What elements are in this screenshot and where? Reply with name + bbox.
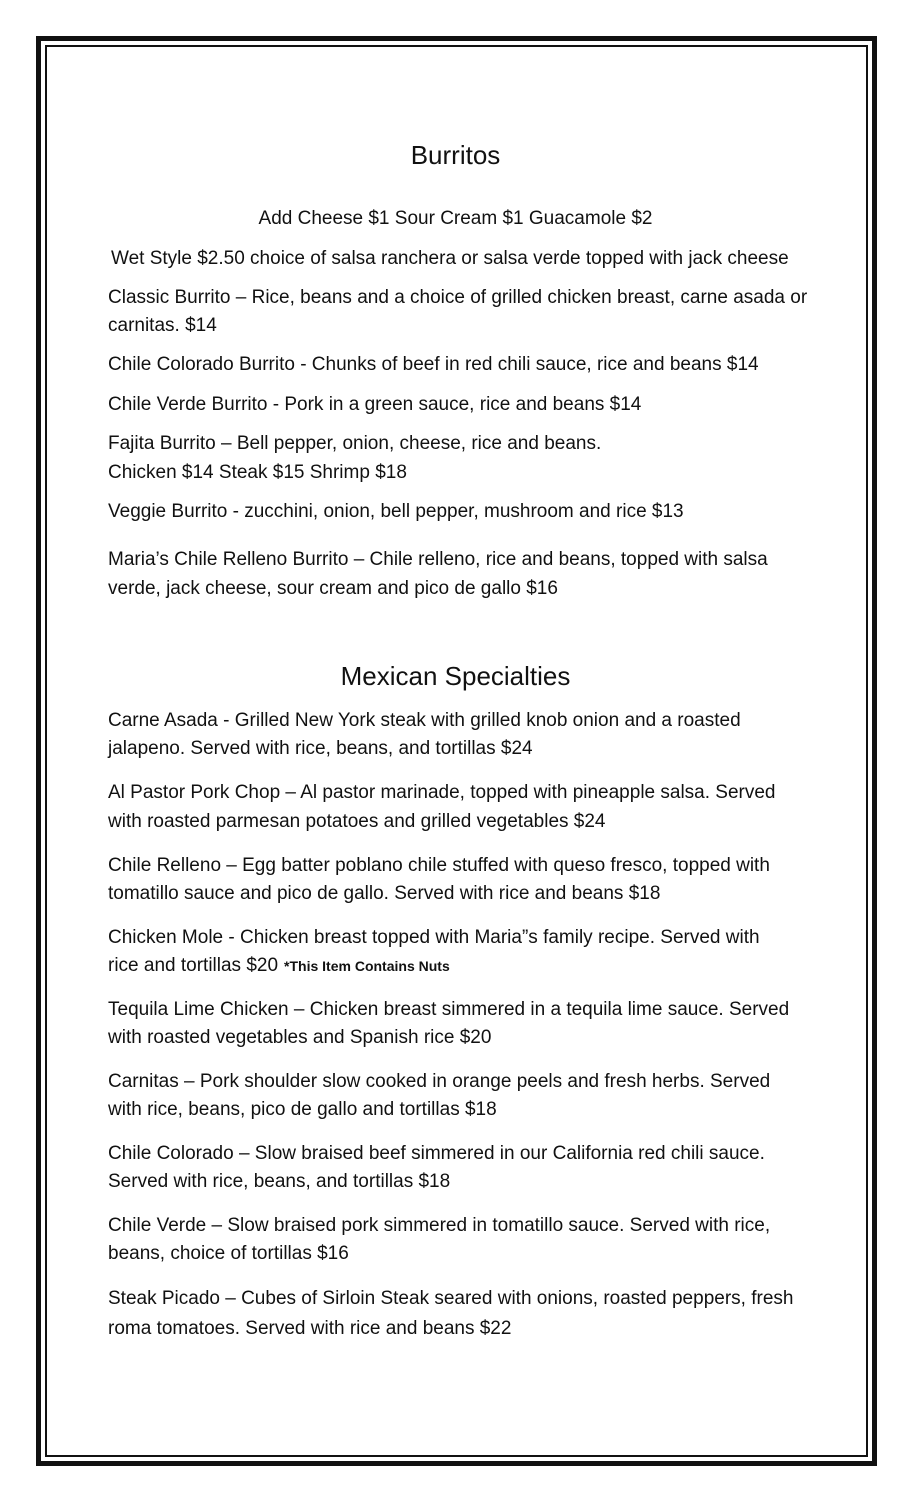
- menu-item-line: beans, choice of tortillas $16: [108, 1243, 349, 1264]
- menu-item-line: Fajita Burrito – Bell pepper, onion, cheese, rice and beans.: [108, 433, 602, 454]
- burritos-addons: Add Cheese $1 Sour Cream $1 Guacamole $2: [258, 208, 653, 229]
- menu-item-line: Chile Colorado Burrito - Chunks of beef in red chili sauce, rice and beans $14: [108, 354, 759, 375]
- burritos-wet-style: Wet Style $2.50 choice of salsa ranchera or salsa verde topped with jack cheese: [111, 248, 789, 269]
- menu-item-line: roma tomatoes. Served with rice and beans $22: [108, 1318, 512, 1339]
- menu-item-line: Chicken Mole - Chicken breast topped with Maria”s family recipe. Served with: [108, 927, 760, 948]
- menu-item-line: Served with rice, beans, and tortillas $18: [108, 1171, 451, 1192]
- allergen-note: *This Item Contains Nuts: [284, 958, 450, 974]
- menu-item-line-text: rice and tortillas $20: [108, 955, 279, 976]
- menu-item-line: verde, jack cheese, sour cream and pico de gallo $16: [108, 578, 558, 599]
- menu-item-line: with roasted parmesan potatoes and grilled vegetables $24: [108, 811, 606, 832]
- menu-item-line: Classic Burrito – Rice, beans and a choice of grilled chicken breast, carne asada or: [108, 287, 808, 308]
- menu-item-line: Maria’s Chile Relleno Burrito – Chile relleno, rice and beans, topped with salsa: [108, 549, 768, 570]
- menu-item-line: Chicken $14 Steak $15 Shrimp $18: [108, 462, 407, 483]
- menu-item-line: Veggie Burrito - zucchini, onion, bell pepper, mushroom and rice $13: [108, 501, 684, 522]
- specialties-title: Mexican Specialties: [340, 661, 571, 691]
- menu-item-line: carnitas. $14: [108, 315, 217, 336]
- menu-item-line: tomatillo sauce and pico de gallo. Served with rice and beans $18: [108, 883, 661, 904]
- menu-item-line: with rice, beans, pico de gallo and tortillas $18: [108, 1099, 497, 1120]
- menu-item-line: Chile Verde Burrito - Pork in a green sauce, rice and beans $14: [108, 394, 642, 415]
- menu-item-line: jalapeno. Served with rice, beans, and tortillas $24: [108, 738, 533, 759]
- menu-item-line: Carne Asada - Grilled New York steak with grilled knob onion and a roasted: [108, 710, 741, 731]
- menu-item-line: Tequila Lime Chicken – Chicken breast simmered in a tequila lime sauce. Served: [108, 999, 790, 1020]
- burritos-title: Burritos: [410, 140, 501, 170]
- menu-item-line: Al Pastor Pork Chop – Al pastor marinade, topped with pineapple salsa. Served: [108, 782, 776, 803]
- menu-item-line: Chile Colorado – Slow braised beef simmered in our California red chili sauce.: [108, 1143, 765, 1164]
- menu-item-line: Chile Verde – Slow braised pork simmered in tomatillo sauce. Served with rice,: [108, 1215, 771, 1236]
- menu-item-line: Steak Picado – Cubes of Sirloin Steak seared with onions, roasted peppers, fresh: [108, 1288, 794, 1309]
- menu-item-line: Chile Relleno – Egg batter poblano chile stuffed with queso fresco, topped with: [108, 855, 770, 876]
- menu-item-line: Carnitas – Pork shoulder slow cooked in orange peels and fresh herbs. Served: [108, 1071, 771, 1092]
- menu-item-line: with roasted vegetables and Spanish rice $20: [108, 1027, 492, 1048]
- menu-item-line: [108, 955, 450, 977]
